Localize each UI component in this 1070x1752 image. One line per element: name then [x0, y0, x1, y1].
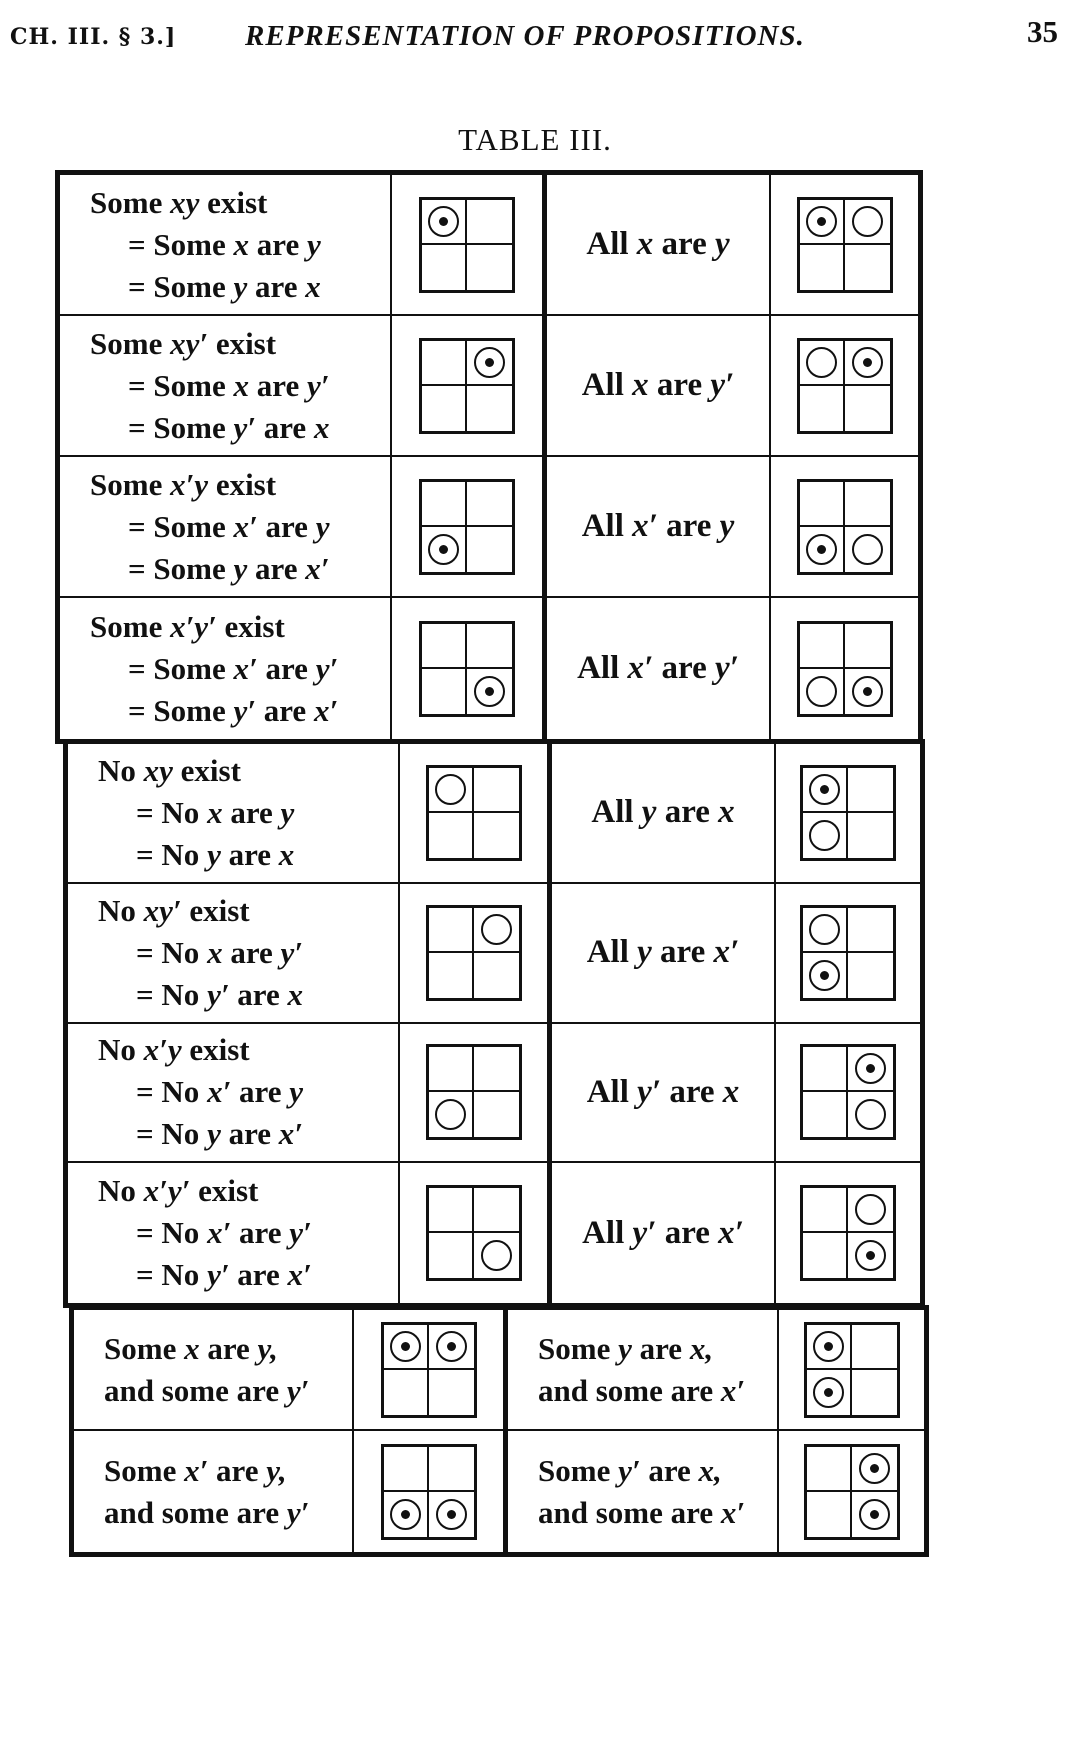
quadrant-diagram — [419, 338, 515, 434]
quadrant-top-right — [852, 1325, 897, 1370]
quadrant-top-right — [474, 1188, 519, 1233]
quadrant-diagram — [800, 1185, 896, 1281]
text-line: = Some y′ are x′ — [128, 692, 339, 728]
quadrant-diagram — [804, 1444, 900, 1540]
diagram-cell — [779, 1431, 924, 1552]
text-line: = No x are y — [136, 794, 295, 830]
quadrant-diagram — [419, 479, 515, 575]
dot-mark — [863, 687, 872, 696]
text-line: = Some x′ are y′ — [128, 650, 339, 686]
quadrant-bottom-left — [807, 1370, 852, 1415]
table-block-compound — [69, 1305, 929, 1557]
dot-mark — [863, 358, 872, 367]
proposition-cell — [547, 316, 771, 457]
empty-circle-icon — [435, 774, 466, 805]
quadrant-diagram — [381, 1322, 477, 1418]
quadrant-top-right — [848, 1047, 893, 1092]
diagram-cell — [776, 884, 920, 1024]
quadrant-diagram — [797, 197, 893, 293]
proposition-cell — [68, 744, 400, 884]
table-title: TABLE III. — [458, 122, 612, 157]
diagram-cell — [400, 744, 552, 884]
quadrant-bottom-right — [429, 1492, 474, 1537]
proposition-cell — [60, 316, 392, 457]
dotted-circle-icon — [855, 1053, 886, 1084]
quadrant-bottom-right — [467, 245, 512, 290]
text-line: No xy′ exist — [98, 892, 250, 928]
text-line: Some x′ are y, — [104, 1452, 287, 1488]
diagram-cell — [776, 1163, 920, 1303]
proposition-cell — [552, 1024, 776, 1164]
text-line: Some x′y exist — [90, 466, 277, 502]
empty-circle-icon — [806, 676, 837, 707]
quadrant-bottom-right — [474, 1233, 519, 1278]
dot-mark — [866, 1251, 875, 1260]
text-line: = Some y′ are x — [128, 409, 330, 445]
text-line: = Some x are y — [128, 226, 321, 262]
proposition-cell — [508, 1431, 779, 1552]
page-number: 35 — [1027, 14, 1058, 49]
dotted-circle-icon — [855, 1240, 886, 1271]
proposition-cell — [68, 884, 400, 1024]
dot-mark — [824, 1342, 833, 1351]
text-line: = No y are x′ — [136, 1116, 304, 1152]
quadrant-diagram — [419, 197, 515, 293]
table-block-particular-universal — [55, 170, 923, 744]
text-line: No xy exist — [98, 752, 241, 788]
quadrant-diagram — [797, 338, 893, 434]
empty-circle-icon — [435, 1099, 466, 1130]
empty-circle-icon — [806, 347, 837, 378]
text-line: = Some x′ are y — [128, 508, 330, 544]
text-line: No x′y exist — [98, 1032, 250, 1068]
quadrant-bottom-left — [800, 386, 845, 431]
proposition-cell — [60, 598, 392, 739]
proposition-cell — [74, 1310, 354, 1431]
dotted-circle-icon — [859, 1453, 890, 1484]
dotted-circle-icon — [428, 534, 459, 565]
proposition-text — [104, 1450, 309, 1534]
dot-mark — [817, 217, 826, 226]
text-line: and some are y′ — [104, 1494, 310, 1530]
diagram-cell — [392, 175, 547, 316]
quadrant-bottom-left — [384, 1492, 429, 1537]
quadrant-top-left — [803, 908, 848, 953]
text-line: = Some y are x — [128, 268, 321, 304]
diagram-cell — [776, 744, 920, 884]
proposition-text: All x are y — [586, 226, 730, 262]
quadrant-bottom-right — [467, 386, 512, 431]
quadrant-top-right — [467, 341, 512, 386]
quadrant-bottom-left — [422, 386, 467, 431]
empty-circle-icon — [855, 1194, 886, 1225]
proposition-cell — [60, 175, 392, 316]
quadrant-diagram — [426, 1044, 522, 1140]
quadrant-top-left — [429, 768, 474, 813]
proposition-cell — [552, 884, 776, 1024]
text-line: Some xy exist — [90, 184, 268, 220]
proposition-text — [98, 1170, 312, 1296]
quadrant-top-right — [474, 908, 519, 953]
proposition-cell — [60, 457, 392, 598]
quadrant-top-right — [429, 1325, 474, 1370]
proposition-cell — [508, 1310, 779, 1431]
quadrant-bottom-right — [845, 386, 890, 431]
table-block-negative-converse — [63, 739, 925, 1308]
quadrant-bottom-right — [845, 527, 890, 572]
quadrant-bottom-left — [800, 527, 845, 572]
quadrant-top-right — [467, 624, 512, 669]
dot-mark — [447, 1342, 456, 1351]
diagram-cell — [400, 1024, 552, 1164]
quadrant-bottom-right — [474, 1092, 519, 1137]
quadrant-bottom-right — [852, 1370, 897, 1415]
quadrant-bottom-right — [848, 1233, 893, 1278]
proposition-cell — [552, 744, 776, 884]
dotted-circle-icon — [809, 960, 840, 991]
proposition-text: All y are x′ — [586, 934, 740, 971]
diagram-cell — [771, 598, 918, 739]
quadrant-bottom-left — [800, 669, 845, 714]
text-line: No x′y′ exist — [98, 1173, 259, 1209]
dot-mark — [870, 1464, 879, 1473]
empty-circle-icon — [852, 206, 883, 237]
text-line: and some are x′ — [538, 1494, 746, 1530]
quadrant-bottom-right — [848, 813, 893, 858]
proposition-text: All x are y′ — [581, 367, 735, 403]
quadrant-top-left — [800, 341, 845, 386]
quadrant-bottom-left — [803, 1092, 848, 1137]
text-line: Some xy′ exist — [90, 325, 277, 361]
dotted-circle-icon — [809, 774, 840, 805]
quadrant-diagram — [800, 765, 896, 861]
quadrant-bottom-left — [800, 245, 845, 290]
dotted-circle-icon — [806, 206, 837, 237]
proposition-text — [98, 890, 303, 1016]
running-title: REPRESENTATION OF PROPOSITIONS. — [245, 20, 805, 52]
quadrant-bottom-right — [845, 245, 890, 290]
proposition-text — [98, 750, 294, 876]
empty-circle-icon — [809, 914, 840, 945]
proposition-text — [538, 1450, 745, 1534]
quadrant-diagram — [800, 1044, 896, 1140]
quadrant-top-right — [429, 1447, 474, 1492]
text-line: Some y′ are x, — [538, 1452, 722, 1488]
proposition-text — [90, 606, 338, 732]
quadrant-top-right — [474, 1047, 519, 1092]
quadrant-top-right — [467, 200, 512, 245]
quadrant-diagram — [797, 621, 893, 717]
diagram-cell — [392, 598, 547, 739]
running-header — [10, 14, 1062, 54]
proposition-cell — [552, 1163, 776, 1303]
diagram-cell — [392, 457, 547, 598]
quadrant-top-left — [803, 1188, 848, 1233]
proposition-text: All x′ are y — [581, 508, 735, 544]
diagram-cell — [771, 175, 918, 316]
dotted-circle-icon — [436, 1331, 467, 1362]
text-line: = No y are x — [136, 836, 295, 872]
quadrant-bottom-right — [474, 953, 519, 998]
dot-mark — [439, 217, 448, 226]
diagram-cell — [400, 1163, 552, 1303]
text-line: = No x′ are y — [136, 1074, 304, 1110]
text-line: = No y′ are x′ — [136, 1257, 312, 1293]
quadrant-top-right — [848, 1188, 893, 1233]
proposition-text: All x′ are y′ — [577, 650, 739, 686]
dotted-circle-icon — [852, 676, 883, 707]
quadrant-top-left — [800, 200, 845, 245]
proposition-cell — [74, 1431, 354, 1552]
quadrant-bottom-right — [467, 669, 512, 714]
proposition-cell — [68, 1163, 400, 1303]
quadrant-top-left — [422, 200, 467, 245]
quadrant-top-left — [422, 341, 467, 386]
quadrant-diagram — [426, 1185, 522, 1281]
quadrant-top-left — [807, 1325, 852, 1370]
dot-mark — [485, 358, 494, 367]
empty-circle-icon — [852, 534, 883, 565]
text-line: = Some x are y′ — [128, 367, 330, 403]
diagram-cell — [771, 457, 918, 598]
quadrant-top-right — [845, 624, 890, 669]
quadrant-top-left — [429, 1188, 474, 1233]
quadrant-bottom-left — [807, 1492, 852, 1537]
quadrant-diagram — [381, 1444, 477, 1540]
proposition-text — [98, 1029, 303, 1155]
dotted-circle-icon — [852, 347, 883, 378]
dotted-circle-icon — [390, 1331, 421, 1362]
dot-mark — [870, 1510, 879, 1519]
empty-circle-icon — [481, 1240, 512, 1271]
text-line: and some are y′ — [104, 1372, 310, 1408]
dot-mark — [820, 785, 829, 794]
text-line: = No y′ are x — [136, 976, 304, 1012]
proposition-text — [90, 182, 321, 308]
quadrant-top-right — [848, 908, 893, 953]
text-line: = No x are y′ — [136, 934, 304, 970]
dotted-circle-icon — [806, 534, 837, 565]
quadrant-bottom-left — [429, 1092, 474, 1137]
text-line: Some y are x, — [538, 1330, 714, 1366]
quadrant-top-right — [848, 768, 893, 813]
quadrant-bottom-left — [429, 1233, 474, 1278]
proposition-cell — [547, 457, 771, 598]
diagram-cell — [779, 1310, 924, 1431]
quadrant-bottom-right — [852, 1492, 897, 1537]
quadrant-top-left — [429, 1047, 474, 1092]
quadrant-top-left — [384, 1325, 429, 1370]
text-line: Some x are y, — [104, 1330, 278, 1366]
quadrant-bottom-left — [422, 245, 467, 290]
quadrant-top-right — [852, 1447, 897, 1492]
quadrant-bottom-left — [422, 527, 467, 572]
dot-mark — [401, 1510, 410, 1519]
proposition-text — [90, 323, 329, 449]
quadrant-bottom-left — [803, 953, 848, 998]
proposition-text: All y′ are x — [586, 1073, 740, 1110]
dot-mark — [447, 1510, 456, 1519]
dotted-circle-icon — [474, 347, 505, 378]
chapter-reference: CH. III. § 3.] — [10, 24, 177, 50]
diagram-cell — [776, 1024, 920, 1164]
proposition-text: All y are x — [591, 794, 735, 831]
proposition-cell — [547, 598, 771, 739]
proposition-text — [104, 1328, 309, 1412]
quadrant-diagram — [800, 905, 896, 1001]
dot-mark — [824, 1388, 833, 1397]
quadrant-bottom-right — [848, 953, 893, 998]
empty-circle-icon — [809, 820, 840, 851]
diagram-cell — [400, 884, 552, 1024]
quadrant-bottom-left — [384, 1370, 429, 1415]
quadrant-top-right — [845, 482, 890, 527]
dotted-circle-icon — [813, 1331, 844, 1362]
quadrant-top-right — [845, 341, 890, 386]
proposition-cell — [547, 175, 771, 316]
quadrant-top-right — [474, 768, 519, 813]
quadrant-bottom-left — [803, 813, 848, 858]
dotted-circle-icon — [813, 1377, 844, 1408]
quadrant-bottom-left — [429, 813, 474, 858]
dot-mark — [439, 545, 448, 554]
dot-mark — [866, 1064, 875, 1073]
text-line: and some are x′ — [538, 1372, 746, 1408]
quadrant-top-left — [800, 624, 845, 669]
quadrant-bottom-right — [848, 1092, 893, 1137]
quadrant-top-left — [429, 908, 474, 953]
quadrant-bottom-left — [803, 1233, 848, 1278]
quadrant-top-right — [845, 200, 890, 245]
quadrant-bottom-right — [429, 1370, 474, 1415]
quadrant-top-left — [800, 482, 845, 527]
dot-mark — [817, 545, 826, 554]
quadrant-top-left — [384, 1447, 429, 1492]
dotted-circle-icon — [436, 1499, 467, 1530]
diagram-cell — [354, 1310, 508, 1431]
quadrant-bottom-right — [474, 813, 519, 858]
quadrant-diagram — [426, 905, 522, 1001]
quadrant-top-left — [422, 482, 467, 527]
dotted-circle-icon — [390, 1499, 421, 1530]
quadrant-top-left — [807, 1447, 852, 1492]
quadrant-top-left — [422, 624, 467, 669]
dotted-circle-icon — [428, 206, 459, 237]
diagram-cell — [392, 316, 547, 457]
dotted-circle-icon — [859, 1499, 890, 1530]
proposition-cell — [68, 1024, 400, 1164]
quadrant-top-left — [803, 768, 848, 813]
proposition-text — [90, 464, 329, 590]
text-line: Some x′y′ exist — [90, 608, 285, 644]
diagram-cell — [354, 1431, 508, 1552]
text-line: = No x′ are y′ — [136, 1215, 312, 1251]
dotted-circle-icon — [474, 676, 505, 707]
text-line: = Some y are x′ — [128, 550, 330, 586]
empty-circle-icon — [481, 914, 512, 945]
proposition-text — [538, 1328, 745, 1412]
dot-mark — [820, 971, 829, 980]
quadrant-diagram — [426, 765, 522, 861]
empty-circle-icon — [855, 1099, 886, 1130]
quadrant-diagram — [804, 1322, 900, 1418]
quadrant-bottom-left — [429, 953, 474, 998]
quadrant-top-right — [467, 482, 512, 527]
diagram-cell — [771, 316, 918, 457]
quadrant-bottom-right — [467, 527, 512, 572]
dot-mark — [485, 687, 494, 696]
quadrant-diagram — [797, 479, 893, 575]
quadrant-bottom-left — [422, 669, 467, 714]
dot-mark — [401, 1342, 410, 1351]
quadrant-bottom-right — [845, 669, 890, 714]
quadrant-diagram — [419, 621, 515, 717]
quadrant-top-left — [803, 1047, 848, 1092]
proposition-text: All y′ are x′ — [582, 1214, 744, 1251]
